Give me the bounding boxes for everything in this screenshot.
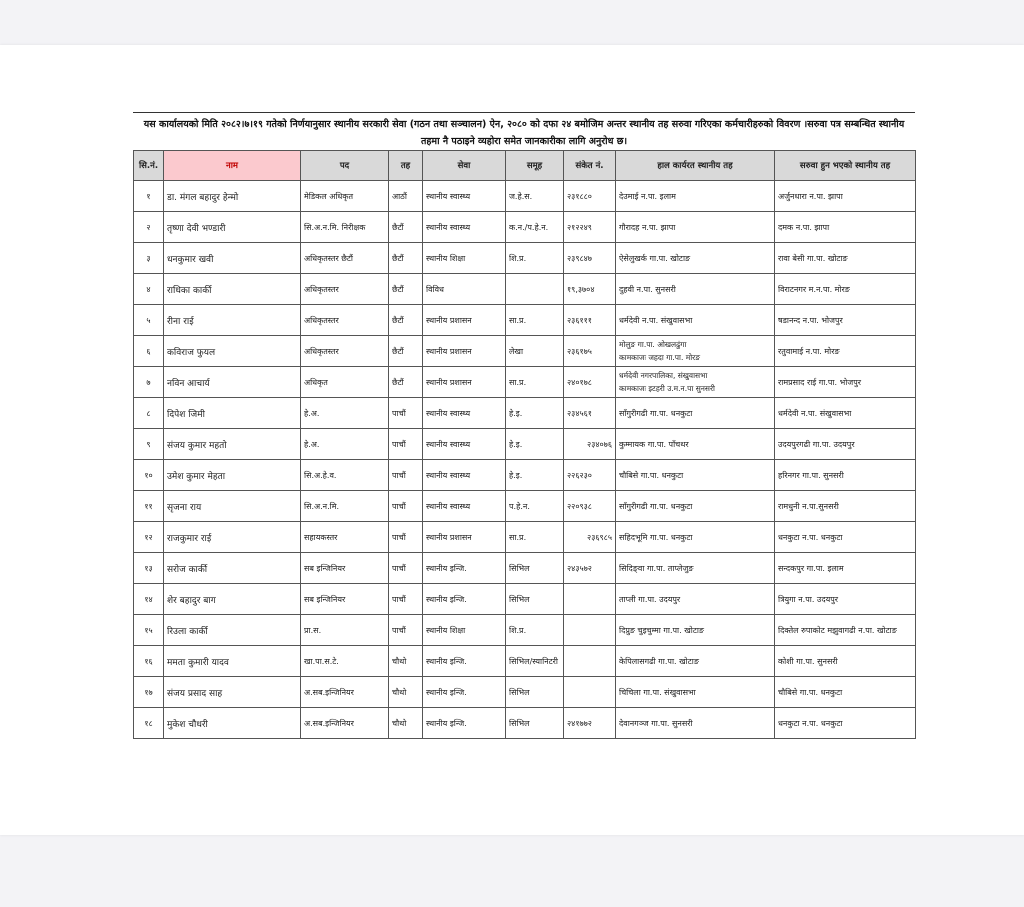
column-header-level: तह	[389, 151, 423, 181]
cell-current-local-level: गौरादह न.पा. झापा	[616, 212, 775, 243]
cell-transfer-local-level: हरिनगर गा.पा. सुनसरी	[775, 460, 916, 491]
cell-group: हे.इ.	[506, 398, 564, 429]
cell-serial: १२	[134, 522, 164, 553]
cell-transfer-local-level: धनकुटा न.पा. धनकुटा	[775, 522, 916, 553]
cell-line: धर्मदेवी नगरपालिका, संखुवासभा	[619, 371, 708, 380]
cell-group: सिभिल	[506, 553, 564, 584]
table-row	[134, 367, 916, 398]
cell-post: सि.अ.न.मि.	[301, 491, 389, 522]
table-row	[134, 398, 916, 429]
table-row	[134, 274, 916, 305]
cell-serial: १८	[134, 708, 164, 739]
cell-current-local-level: देवानगञ्ज गा.पा. सुनसरी	[616, 708, 775, 739]
cell-level: छैटौं	[389, 212, 423, 243]
table-row	[134, 584, 916, 615]
cell-post: अ.सब.इन्जिनियर	[301, 708, 389, 739]
table-row	[134, 336, 916, 367]
cell-name: शेर बहादुर बाग	[164, 584, 301, 615]
cell-name: संजय प्रसाद साह	[164, 677, 301, 708]
cell-transfer-local-level: रतुवामाई न.पा. मोरङ	[775, 336, 916, 367]
cell-serial: ५	[134, 305, 164, 336]
column-header-group: समूह	[506, 151, 564, 181]
cell-post: अधिकृत	[301, 367, 389, 398]
cell-service: स्थानीय स्वास्थ्य	[423, 460, 506, 491]
cell-group: सा.प्र.	[506, 367, 564, 398]
cell-post: सि.अ.हे.व.	[301, 460, 389, 491]
column-header-code: संकेत नं.	[564, 151, 616, 181]
document-page	[0, 45, 1024, 835]
document-title: यस कार्यालयको मिति २०८२।७।१९ गतेको निर्णयानुसार स्थानीय सरकारी सेवा (गठन तथा सञ्चालन) ऐन, २०८० को दफा २४ बमोजिम अन्तर स्थानीय तह सरुवा गरिएका कर्मचारीहरुको विवरण ।सरुवा पत्र सम्बन्धित स्थानीय तहमा नै पठाइने व्यहोरा समेत जानकारीका लागि अनुरोध छ।	[133, 112, 915, 150]
cell-group: सा.प्र.	[506, 305, 564, 336]
cell-post: मेडिकल अधिकृत	[301, 181, 389, 212]
cell-name: मुकेश चौधरी	[164, 708, 301, 739]
cell-transfer-local-level: दिक्तेल रुपाकोट मझुवागढी न.पा. खोटाङ	[775, 615, 916, 646]
cell-current-local-level	[616, 367, 775, 398]
cell-group: सा.प्र.	[506, 522, 564, 553]
cell-group: हे.इ.	[506, 460, 564, 491]
cell-name: राजकुमार राई	[164, 522, 301, 553]
cell-service: विविध	[423, 274, 506, 305]
cell-current-local-level: धर्मदेवी न.पा. संखुवासभा	[616, 305, 775, 336]
cell-transfer-local-level: धर्मदेवी न.पा. संखुवासभा	[775, 398, 916, 429]
cell-current-local-level: सहिदभूमि गा.पा. धनकुटा	[616, 522, 775, 553]
cell-current-local-level: चौबिसे गा.पा. धनकुटा	[616, 460, 775, 491]
cell-code: २१२२४९	[564, 212, 616, 243]
cell-code: २३१८८०	[564, 181, 616, 212]
cell-service: स्थानीय इन्जि.	[423, 584, 506, 615]
cell-transfer-local-level: त्रियुगा न.पा. उदयपुर	[775, 584, 916, 615]
cell-transfer-local-level: दमक न.पा. झापा	[775, 212, 916, 243]
table-row	[134, 491, 916, 522]
cell-code: २३६१७५	[564, 336, 616, 367]
cell-post: खा.पा.स.टे.	[301, 646, 389, 677]
cell-name: रीना राई	[164, 305, 301, 336]
cell-service: स्थानीय शिक्षा	[423, 615, 506, 646]
cell-code	[564, 677, 616, 708]
cell-code: २३६९८५	[564, 522, 616, 553]
cell-transfer-local-level: सन्दकपुर गा.पा. इलाम	[775, 553, 916, 584]
table-row	[134, 212, 916, 243]
cell-current-local-level	[616, 336, 775, 367]
cell-group: क.न./प.हे.न.	[506, 212, 564, 243]
cell-service: स्थानीय स्वास्थ्य	[423, 491, 506, 522]
cell-code: २२६२३०	[564, 460, 616, 491]
cell-group: सिभिल	[506, 584, 564, 615]
cell-name: धनकुमार खवी	[164, 243, 301, 274]
cell-code	[564, 584, 616, 615]
cell-level: चौथो	[389, 677, 423, 708]
table-row	[134, 646, 916, 677]
cell-post: सब इन्जिनियर	[301, 553, 389, 584]
cell-group: सिभिल	[506, 708, 564, 739]
column-header-post: पद	[301, 151, 389, 181]
cell-current-local-level: कुम्मायक गा.पा. पाँचथर	[616, 429, 775, 460]
cell-code: २३४०७६	[564, 429, 616, 460]
cell-name: संजय कुमार महतो	[164, 429, 301, 460]
cell-name: तृष्णा देवी भण्डारी	[164, 212, 301, 243]
cell-transfer-local-level: विराटनगर म.न.पा. मोरङ	[775, 274, 916, 305]
cell-service: स्थानीय स्वास्थ्य	[423, 181, 506, 212]
cell-current-local-level: चिचिला गा.पा. संखुवासभा	[616, 677, 775, 708]
cell-current-local-level: सिदिङ्वा गा.पा. ताप्लेजुङ	[616, 553, 775, 584]
cell-transfer-local-level: चौबिसे गा.पा. धनकुटा	[775, 677, 916, 708]
cell-service: स्थानीय स्वास्थ्य	[423, 212, 506, 243]
table-row	[134, 181, 916, 212]
cell-code: २४३५७२	[564, 553, 616, 584]
cell-level: छैटौं	[389, 305, 423, 336]
cell-name: ममता कुमारी यादव	[164, 646, 301, 677]
cell-name: नविन आचार्य	[164, 367, 301, 398]
cell-service: स्थानीय इन्जि.	[423, 646, 506, 677]
cell-serial: १६	[134, 646, 164, 677]
cell-line: कामकाजः जहदा गा.पा. मोरङ	[619, 353, 701, 362]
cell-current-local-level: ताप्ली गा.पा. उदयपुर	[616, 584, 775, 615]
cell-code: २३६१११	[564, 305, 616, 336]
cell-level: छैटौं	[389, 367, 423, 398]
cell-serial: ११	[134, 491, 164, 522]
cell-serial: १४	[134, 584, 164, 615]
column-header-transfer-local-level: सरुवा हुन भएको स्थानीय तह	[775, 151, 916, 181]
cell-code	[564, 646, 616, 677]
cell-group	[506, 274, 564, 305]
cell-post: हे.अ.	[301, 429, 389, 460]
cell-post: हे.अ.	[301, 398, 389, 429]
cell-transfer-local-level: रामप्रसाद राई गा.पा. भोजपुर	[775, 367, 916, 398]
cell-code: २२०९३८	[564, 491, 616, 522]
cell-level: चौथो	[389, 708, 423, 739]
cell-level: चौथो	[389, 646, 423, 677]
cell-service: स्थानीय प्रशासन	[423, 522, 506, 553]
transfer-table	[133, 150, 916, 739]
cell-name: रिउला कार्की	[164, 615, 301, 646]
cell-post: प्रा.स.	[301, 615, 389, 646]
cell-group: प.हे.न.	[506, 491, 564, 522]
cell-current-local-level: दिप्रुङ चुइचुम्मा गा.पा. खोटाङ	[616, 615, 775, 646]
table-row	[134, 305, 916, 336]
cell-level: पाचौं	[389, 522, 423, 553]
cell-serial: १३	[134, 553, 164, 584]
cell-code: २३४५६१	[564, 398, 616, 429]
cell-transfer-local-level: उदयपुरगढी गा.पा. उदयपुर	[775, 429, 916, 460]
cell-group: सिभिल	[506, 677, 564, 708]
column-header-service: सेवा	[423, 151, 506, 181]
cell-level: पाचौं	[389, 460, 423, 491]
cell-serial: ८	[134, 398, 164, 429]
cell-code: २४१७७२	[564, 708, 616, 739]
cell-transfer-local-level: कोशी गा.पा. सुनसरी	[775, 646, 916, 677]
cell-service: स्थानीय प्रशासन	[423, 367, 506, 398]
cell-current-local-level: देउमाई न.पा. इलाम	[616, 181, 775, 212]
table-row	[134, 243, 916, 274]
cell-transfer-local-level: धनकुटा न.पा. धनकुटा	[775, 708, 916, 739]
cell-level: छैटौं	[389, 274, 423, 305]
cell-code: २३९८४७	[564, 243, 616, 274]
cell-serial: ९	[134, 429, 164, 460]
cell-current-local-level: केपिलासगढी गा.पा. खोटाङ	[616, 646, 775, 677]
cell-line: कामकाजः इटहरी उ.म.न.पा सुनसरी	[619, 384, 716, 393]
table-row	[134, 708, 916, 739]
cell-code: १९,३७०४	[564, 274, 616, 305]
cell-name: सरोज कार्की	[164, 553, 301, 584]
cell-level: पाचौं	[389, 584, 423, 615]
cell-level: पाचौं	[389, 429, 423, 460]
cell-post: अधिकृतस्तर	[301, 305, 389, 336]
cell-post: अधिकृतस्तर	[301, 336, 389, 367]
cell-post: सि.अ.न.मि. निरीक्षक	[301, 212, 389, 243]
cell-group: लेखा	[506, 336, 564, 367]
cell-current-local-level: साँगुरीगढी गा.पा. धनकुटा	[616, 491, 775, 522]
cell-serial: १७	[134, 677, 164, 708]
cell-serial: ७	[134, 367, 164, 398]
cell-current-local-level: ऐसेलुखर्क गा.पा. खोटाङ	[616, 243, 775, 274]
cell-service: स्थानीय शिक्षा	[423, 243, 506, 274]
cell-serial: १०	[134, 460, 164, 491]
cell-group: शि.प्र.	[506, 615, 564, 646]
cell-post: सब इन्जिनियर	[301, 584, 389, 615]
cell-serial: ६	[134, 336, 164, 367]
cell-serial: ४	[134, 274, 164, 305]
column-header-serial: सि.नं.	[134, 151, 164, 181]
cell-service: स्थानीय प्रशासन	[423, 336, 506, 367]
cell-serial: ३	[134, 243, 164, 274]
cell-name: दिपेश जिमी	[164, 398, 301, 429]
cell-service: स्थानीय इन्जि.	[423, 677, 506, 708]
cell-service: स्थानीय इन्जि.	[423, 708, 506, 739]
cell-transfer-local-level: अर्जुनधारा न.पा. झापा	[775, 181, 916, 212]
cell-level: छैटौं	[389, 243, 423, 274]
cell-level: पाचौं	[389, 491, 423, 522]
table-row	[134, 522, 916, 553]
cell-level: पाचौं	[389, 398, 423, 429]
cell-code: २४०१७८	[564, 367, 616, 398]
cell-name: राधिका कार्की	[164, 274, 301, 305]
cell-current-local-level: दुहवी न.पा. सुनसरी	[616, 274, 775, 305]
table-row	[134, 615, 916, 646]
column-header-name: नाम	[164, 151, 301, 181]
table-row	[134, 460, 916, 491]
cell-line: मोलुङ गा.पा. ओखलढुंगा	[619, 340, 687, 349]
cell-service: स्थानीय स्वास्थ्य	[423, 429, 506, 460]
table-row	[134, 553, 916, 584]
cell-group: हे.इ.	[506, 429, 564, 460]
table-header-row	[134, 151, 916, 181]
cell-post: अ.सब.इन्जिनियर	[301, 677, 389, 708]
cell-code	[564, 615, 616, 646]
column-header-current-local-level: हाल कार्यरत स्थानीय तह	[616, 151, 775, 181]
cell-group: शि.प्र.	[506, 243, 564, 274]
table-row	[134, 677, 916, 708]
cell-name: कविराज फुयल	[164, 336, 301, 367]
cell-level: आठौं	[389, 181, 423, 212]
cell-post: अधिकृतस्तर छैटौं	[301, 243, 389, 274]
cell-name: सृजना राय	[164, 491, 301, 522]
cell-name: डा. मंगल बहादुर हेन्मो	[164, 181, 301, 212]
cell-group: ज.हे.स.	[506, 181, 564, 212]
cell-serial: १५	[134, 615, 164, 646]
cell-post: सहायकस्तर	[301, 522, 389, 553]
cell-level: छैटौं	[389, 336, 423, 367]
cell-service: स्थानीय इन्जि.	[423, 553, 506, 584]
cell-transfer-local-level: रामधुनी न.पा.सुनसरी	[775, 491, 916, 522]
cell-level: पाचौं	[389, 615, 423, 646]
cell-service: स्थानीय प्रशासन	[423, 305, 506, 336]
cell-level: पाचौं	[389, 553, 423, 584]
cell-service: स्थानीय स्वास्थ्य	[423, 398, 506, 429]
table-row	[134, 429, 916, 460]
cell-current-local-level: साँगुरीगढी गा.पा. धनकुटा	[616, 398, 775, 429]
cell-name: उमेश कुमार मेहता	[164, 460, 301, 491]
cell-serial: १	[134, 181, 164, 212]
cell-group: सिभिल/स्यानिटरी	[506, 646, 564, 677]
cell-serial: २	[134, 212, 164, 243]
cell-transfer-local-level: रावा बेसी गा.पा. खोटाङ	[775, 243, 916, 274]
cell-transfer-local-level: षडानन्द न.पा. भोजपुर	[775, 305, 916, 336]
cell-post: अधिकृतस्तर	[301, 274, 389, 305]
